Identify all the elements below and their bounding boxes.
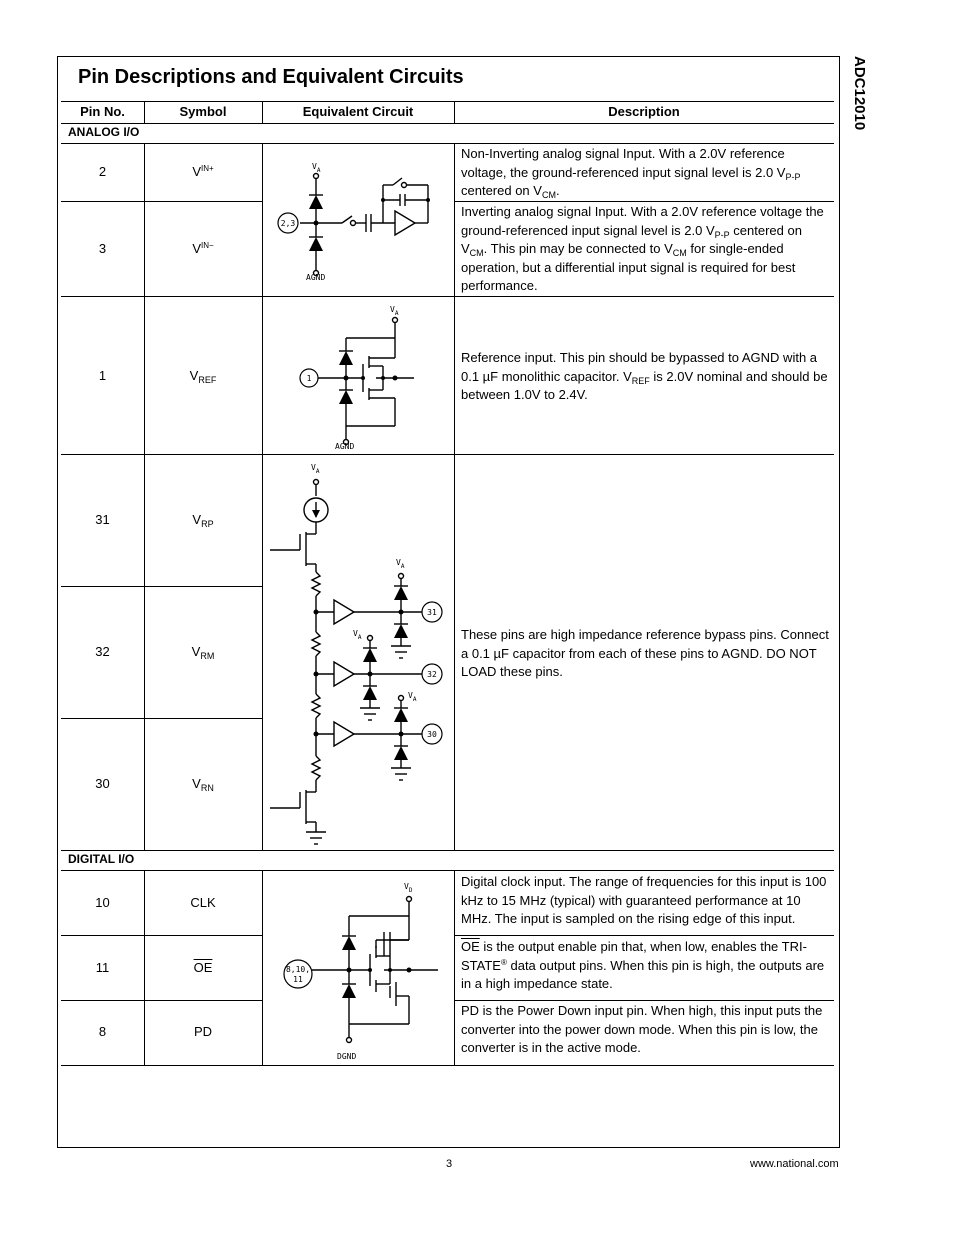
footer-website: www.national.com — [750, 1158, 839, 1170]
pin-no: 10 — [95, 895, 110, 910]
equivalent-circuit-vref — [262, 296, 454, 454]
header-equivalent-circuit: Equivalent Circuit — [302, 104, 414, 119]
vd-label: $V_D$ — [404, 882, 413, 894]
va-label: $V_A$ — [312, 162, 321, 174]
symbol-vref: $V_{REF}$ — [189, 368, 217, 385]
page-title: Pin Descriptions and Equivalent Circuits — [78, 66, 464, 88]
row-rule — [61, 1000, 262, 1001]
description-clk: Digital clock input. The range of frequencies for this input is 100 kHz to 15 MHz (typical) with guaranteed performance at 10 MHz. The input is sampled on the rising edge of this input. — [461, 874, 827, 926]
row-rule — [61, 850, 834, 851]
va-label: $V_A$ — [396, 558, 405, 570]
description-vin-plus: Non-Inverting analog signal Input. With a 2.0V reference voltage, the ground-referenced input signal level is 2.0 $V_{P-P}$ centered on $V_{CM}$. — [461, 146, 801, 200]
symbol-vin-plus: $V^{IN+}$ — [192, 164, 214, 179]
pin-no: 2 — [98, 164, 107, 179]
row-rule — [61, 718, 262, 719]
header-bottom-rule — [61, 123, 834, 124]
equivalent-circuit-digital-input — [262, 870, 454, 1065]
pin-no: 11 — [95, 960, 110, 975]
symbol-clk: CLK — [190, 895, 216, 910]
va-label: $V_A$ — [390, 305, 399, 317]
pin-no: 1 — [98, 368, 107, 383]
row-rule — [61, 935, 262, 936]
part-number-side: ADC12010 — [851, 56, 868, 131]
description-reference-pins: These pins are high impedance reference bypass pins. Connect a 0.1 µF capacitor from each of these pins to AGND. DO NOT LOAD these pins. — [461, 627, 829, 679]
equivalent-circuit-analog-input — [262, 143, 454, 296]
pin-no: 8 — [98, 1024, 107, 1039]
symbol-vin-minus: $V^{IN-}$ — [192, 241, 214, 256]
pin-no: 31 — [95, 512, 110, 527]
pin-label-32: 32 — [427, 670, 437, 679]
header-description: Description — [608, 104, 680, 119]
symbol-vrn: $V_{RN}$ — [192, 776, 214, 793]
pin-no: 3 — [98, 241, 107, 256]
va-label: $V_A$ — [353, 629, 362, 641]
pin-label-31: 31 — [427, 608, 437, 617]
description-pd: PD is the Power Down input pin. When high, this input puts the converter into the power down mode. When this pin is low, the converter is in the active mode. — [461, 1003, 823, 1055]
pin-label-30: 30 — [427, 730, 437, 739]
row-rule — [454, 1000, 834, 1001]
col-rule — [454, 143, 455, 850]
table-top-rule — [61, 101, 834, 102]
pin-label-2-3: 2,3 — [280, 219, 296, 228]
equivalent-circuit-reference-ladder — [262, 454, 454, 850]
pin-no: 30 — [95, 776, 110, 791]
section-analog-io: ANALOG I/O — [68, 125, 140, 139]
description-oe: $\overline{OE}$ is the output enable pin that, when low, enables the TRI-STATE® data output pins. When this pin is high, the outputs are in a high impedance state. — [461, 939, 825, 991]
dgnd-label: DGND — [337, 1052, 357, 1061]
table-bottom-rule — [61, 1065, 834, 1066]
pin-label-8-10-11-cont: 11 — [293, 975, 303, 984]
row-rule — [454, 201, 834, 202]
symbol-vrp: $V_{RP}$ — [192, 512, 214, 529]
agnd-label: AGND — [335, 442, 355, 451]
page-number: 3 — [446, 1158, 453, 1170]
va-label: $V_A$ — [311, 463, 320, 475]
col-rule — [454, 870, 455, 1065]
agnd-label: AGND — [306, 273, 326, 282]
section-digital-io: DIGITAL I/O — [68, 852, 135, 866]
symbol-pd: PD — [193, 1024, 213, 1039]
row-rule — [61, 586, 262, 587]
description-vin-minus: Inverting analog signal Input. With a 2.0V reference voltage the ground-referenced input signal level is 2.0 $V_{P-P}$ centered on $V_{CM}$. This pin may be connected to $V_{CM}$ for single-ended operation, but a differential input signal is required for best performance. — [461, 204, 824, 293]
row-rule — [61, 201, 262, 202]
header-pin-no: Pin No. — [80, 104, 125, 119]
row-rule — [454, 935, 834, 936]
description-vref: Reference input. This pin should be bypassed to AGND with a 0.1 µF monolithic capacitor. $V_{REF}$ is 2.0V nominal and should be between 1.0V to 2.4V. — [461, 350, 828, 402]
pin-no: 32 — [95, 644, 110, 659]
symbol-oe: $\overline{OE}$ — [193, 960, 213, 975]
pin-label-8-10-11: 8,10, — [285, 965, 311, 974]
va-label: $V_A$ — [408, 691, 417, 703]
header-symbol: Symbol — [179, 104, 227, 119]
symbol-vrm: $V_{RM}$ — [191, 644, 215, 661]
pin-label-1: 1 — [306, 374, 312, 383]
